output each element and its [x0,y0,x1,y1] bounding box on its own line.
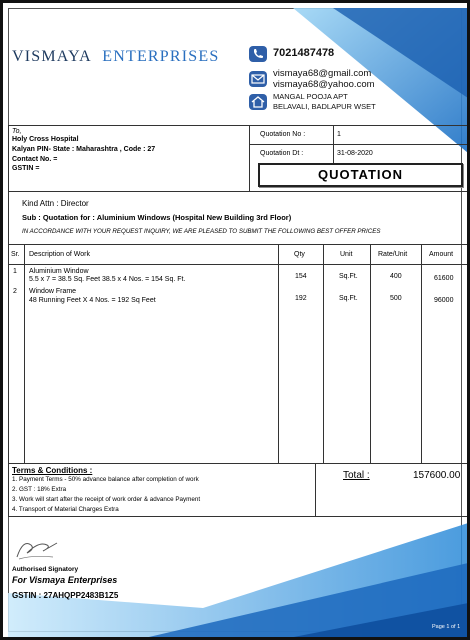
terms-divider [315,463,316,517]
row-1-qty: 154 [295,273,307,280]
phone-number: 7021487478 [273,47,335,59]
kind-attn: Kind Attn : Director [22,199,89,208]
row-1-rate: 400 [390,273,402,280]
row-1-unit: Sq.Ft. [339,273,358,280]
items-header-divider [8,264,468,265]
total-label: Total : [343,470,370,481]
row-2-detail: 48 Running Feet X 4 Nos. = 192 Sq Feet [29,297,156,304]
header-sr: Sr. [11,251,20,258]
mail-icon [249,71,267,87]
client-name: Holy Cross Hospital [12,136,79,143]
header-amount: Amount [429,251,454,258]
row-1-amount: 61600 [434,275,454,282]
page-number: Page 1 of 1 [432,624,461,630]
row-1-title: Aluminium Window [29,268,89,275]
company-name-part2: ENTERPRISES [102,48,220,65]
terms-heading: Terms & Conditions : [12,466,93,475]
email-secondary: vismaya68@yahoo.com [273,79,375,90]
term-item-1: 1. Payment Terms - 50% advance balance after completion of work [12,476,199,483]
header-description: Description of Work [29,251,90,258]
col-divider-rate [421,244,422,464]
offer-note: IN ACCORDANCE WITH YOUR REQUEST INQUIRY, WE ARE PLEASED TO SUBMIT THE FOLLOWING BEST OFFER PRICES [22,228,381,235]
signature-icon [13,533,63,563]
term-item-3: 3. Work will start after the receipt of work order & advance Payment [12,496,201,503]
email-primary: vismaya68@gmail.com [273,68,372,79]
row-1-sr: 1 [13,268,17,275]
quotation-no-value: 1 [337,131,341,138]
client-contact: Contact No. = [12,156,58,163]
company-name-part1: VISMAYA [12,48,92,65]
header-qty: Qty [294,251,305,258]
row-2-title: Window Frame [29,288,77,295]
quotation-title: QUOTATION [258,163,463,187]
header-unit: Unit [340,251,353,258]
for-company: For Vismaya Enterprises [12,575,118,585]
col-divider-sr [24,244,25,464]
info-column-divider [333,125,334,163]
col-divider-qty [323,244,324,464]
company-name [12,48,219,66]
row-2-qty: 192 [295,295,307,302]
row-1-detail: 5.5 x 7 = 38.5 Sq. Feet 38.5 x 4 Nos. = 154 Sq. Ft. [29,276,186,283]
col-divider-desc [278,244,279,464]
header-rate: Rate/Unit [378,251,408,258]
term-item-4: 4. Transport of Material Charges Extra [12,506,119,513]
row-2-amount: 96000 [434,297,454,304]
quotation-date-label: Quotation Dt : [260,150,304,157]
row-2-sr: 2 [13,288,17,295]
authorised-signatory: Authorised Signatory [12,566,79,573]
row-2-rate: 500 [390,295,402,302]
quotation-date-value: 31-08-2020 [337,150,373,157]
term-item-2: 2. GST : 18% Extra [12,486,67,493]
quotation-no-label: Quotation No : [260,131,306,138]
subject-line: Sub : Quotation for : Aluminium Windows (Hospital New Building 3rd Floor) [22,213,292,222]
company-gstin: GSTIN : 27AHQPP2483B1Z5 [12,591,119,600]
home-icon [249,94,267,110]
phone-icon [249,46,267,62]
address-line-1: MANGAL POOJA APT [273,92,348,101]
info-divider [249,144,468,145]
row-2-unit: Sq.Ft. [339,295,358,302]
to-label: To, [12,128,22,135]
address-line-2: BELAVALI, BADLAPUR WSET [273,102,376,111]
col-divider-unit [370,244,371,464]
client-address: Kalyan PIN- State : Maharashtra , Code : 27 [12,146,156,153]
total-value: 157600.00 [413,470,461,481]
client-gstin: GSTIN = [12,165,40,172]
